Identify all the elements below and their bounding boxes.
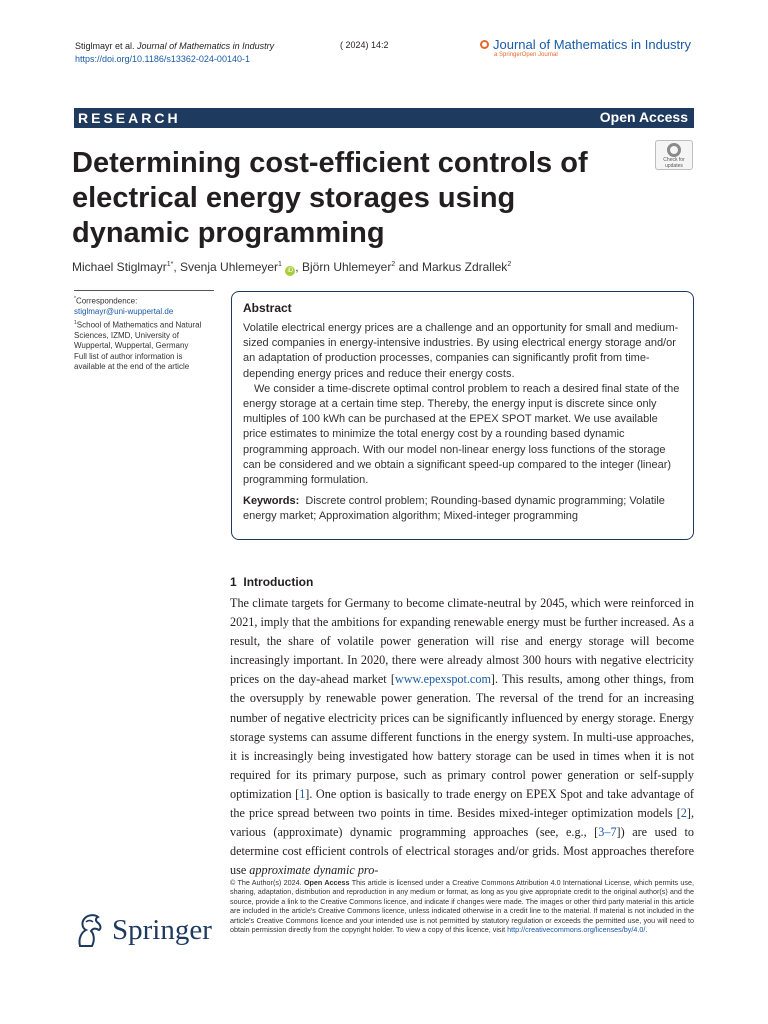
abstract-paragraph: We consider a time-discrete optimal control problem to reach a desired final state of the energy storage at a certain time step. Thereby, the energy input is discrete since only multiples of 100 kWh can be purchased at the EPEX SPOT market. We use available price estimates to minimize the total energy cost by a rounding based dynamic programming approach. With our model non-linear energy loss functions of the storage can be considered and we obtain a significant speed-up compared to the integer (linear) programming formulation.: [243, 382, 680, 487]
body-span: ]. This results, among other things, from the oversupply by renewable power generation. The reversal of the trend for an increasing number of negative electricity prices can be significantly influenced by energy storage. Energy storage systems can assume different functions in the energy system. In multi-use approaches, it is increasingly being investigated how battery storage can be used in times when it is not required for its primary purpose, such as primary control power generation or self-supply optimization [: [230, 672, 694, 801]
epexspot-link[interactable]: www.epexspot.com: [394, 672, 491, 687]
header-year-volume: ( 2024) 14:2: [340, 40, 389, 50]
keywords: [243, 494, 682, 524]
open-access-label: Open Access: [599, 109, 688, 125]
header-authors: Stiglmayr et al.: [75, 41, 135, 51]
body-span: The climate targets for Germany to become climate-neutral by 2045, which were reinforced in 2021, imply that the ambitions for expanding renewable energy must be further increased. As a result, the share of volatile power generation will rise and energy storage will become increasingly important. In 2020, there were already almost 300 hours with negative electricity prices on the day-ahead market [: [230, 596, 694, 687]
author-affil: 1*: [166, 261, 174, 268]
author-affil: 1: [278, 261, 282, 268]
journal-logo-sub: a SpringerOpen Journal: [494, 52, 558, 58]
correspondence-label: Correspondence:: [75, 296, 138, 306]
section-heading: [230, 575, 313, 589]
springer-logo: [72, 910, 212, 950]
author-name[interactable]: Markus Zdrallek: [421, 260, 508, 274]
springer-wordmark: Springer: [112, 913, 212, 946]
springer-horse-icon: [72, 910, 106, 950]
body-span: ], various (approximate) dynamic programming approaches (see, e.g., [: [230, 806, 694, 840]
license-open-access: Open Access: [303, 878, 350, 887]
author-separator: and: [395, 260, 422, 274]
correspondence-block: *Correspondence: stiglmayr@uni-wuppertal.de $^1$School of Mathematics and Natural Sciences, IZMD, University of Wuppertal, Wuppertal, Germany Full list of author information is available at the end of the article: [74, 290, 214, 373]
research-label: RESEARCH: [78, 110, 181, 126]
author-affil: 2: [507, 261, 512, 268]
author-list: [72, 260, 511, 276]
citation-link[interactable]: 3–7: [598, 825, 617, 840]
body-span: ]) are used to determine cost efficient controls of electrical storages and/or grids. Most approaches therefore use: [230, 825, 694, 878]
citation-link[interactable]: 1: [299, 786, 306, 801]
abstract-paragraph: Volatile electrical energy prices are a challenge and an opportunity for small and medium-sized companies in energy-intensive industries. By using electrical energy storage and/or an adaptation of production processes, companies can significantly profit from time-depending energy prices and reduce their energy costs.: [243, 322, 679, 380]
affiliation-text: School of Mathematics and Natural Sciences, IZMD, University of Wuppertal, Wuppertal, Germany: [74, 320, 202, 351]
doi-link[interactable]: https://doi.org/10.1186/s13362-024-00140-1: [75, 54, 250, 64]
body-italic: approximate dynamic pro-: [249, 863, 379, 878]
citation-link[interactable]: 2: [680, 806, 687, 821]
author-name[interactable]: Michael Stiglmayr: [72, 260, 167, 274]
article-title: Determining cost-efficient controls of electrical energy storages using dynamic programming: [72, 147, 588, 249]
check-updates-label: Check for updates: [663, 157, 685, 169]
author-separator: ,: [295, 260, 302, 274]
abstract-heading: Abstract: [243, 301, 292, 315]
header-journal: Journal of Mathematics in Industry: [137, 41, 275, 51]
running-header: [75, 40, 274, 66]
abstract-box: [231, 291, 694, 540]
license-url-link[interactable]: http://creativecommons.org/licenses/by/4.0/: [507, 925, 646, 935]
journal-logo: [480, 37, 691, 58]
keywords-text: Discrete control problem; Rounding-based dynamic programming; Volatile energy market; Approximation algorithm; Mixed-integer programming: [243, 495, 665, 523]
author-name[interactable]: Svenja Uhlemeyer: [180, 260, 279, 274]
orcid-icon[interactable]: iD: [285, 266, 295, 276]
license-end: .: [645, 925, 648, 935]
author-name[interactable]: Björn Uhlemeyer: [301, 260, 392, 274]
section-number: 1: [230, 575, 237, 589]
check-for-updates-badge[interactable]: [655, 140, 693, 170]
keywords-label: Keywords:: [243, 495, 300, 508]
author-separator: ,: [173, 260, 180, 274]
body-text: [230, 594, 694, 880]
license-copyright: © The Author(s) 2024.: [230, 878, 302, 887]
author-affil: 2: [391, 261, 396, 268]
body-span: ]. One option is basically to trade energy on EPEX Spot and take advantage of the price spread between two points in time. Besides mixed-integer optimization models [: [230, 786, 694, 821]
license-text: This article is licensed under a Creative Commons Attribution 4.0 International License, which permits use, sharing, adaptation, distribution and reproduction in any medium or format, as long as you give appropriate credit to the original author(s) and the source, provide a link to the Creative Commons licence, and indicate if changes were made. The images or other third party material in this article are included in the article's Creative Commons licence, unless indicated otherwise in a credit line to the material. If material is not included in the article's Creative Commons licence and your intended use is not permitted by statutory regulation or exceeds the permitted use, you will need to obtain permission directly from the copyright holder. To view a copy of this licence, visit: [230, 878, 695, 935]
section-title: Introduction: [243, 575, 314, 589]
article-type-banner: [74, 108, 694, 128]
license-footnote: [230, 878, 694, 934]
correspondence-email[interactable]: stiglmayr@uni-wuppertal.de: [74, 307, 174, 317]
journal-logo-name: Journal of Mathematics in Industry: [493, 37, 691, 52]
journal-logo-icon: [480, 40, 489, 49]
check-updates-icon: [667, 143, 681, 157]
author-info-note: Full list of author information is available at the end of the article: [74, 351, 190, 372]
